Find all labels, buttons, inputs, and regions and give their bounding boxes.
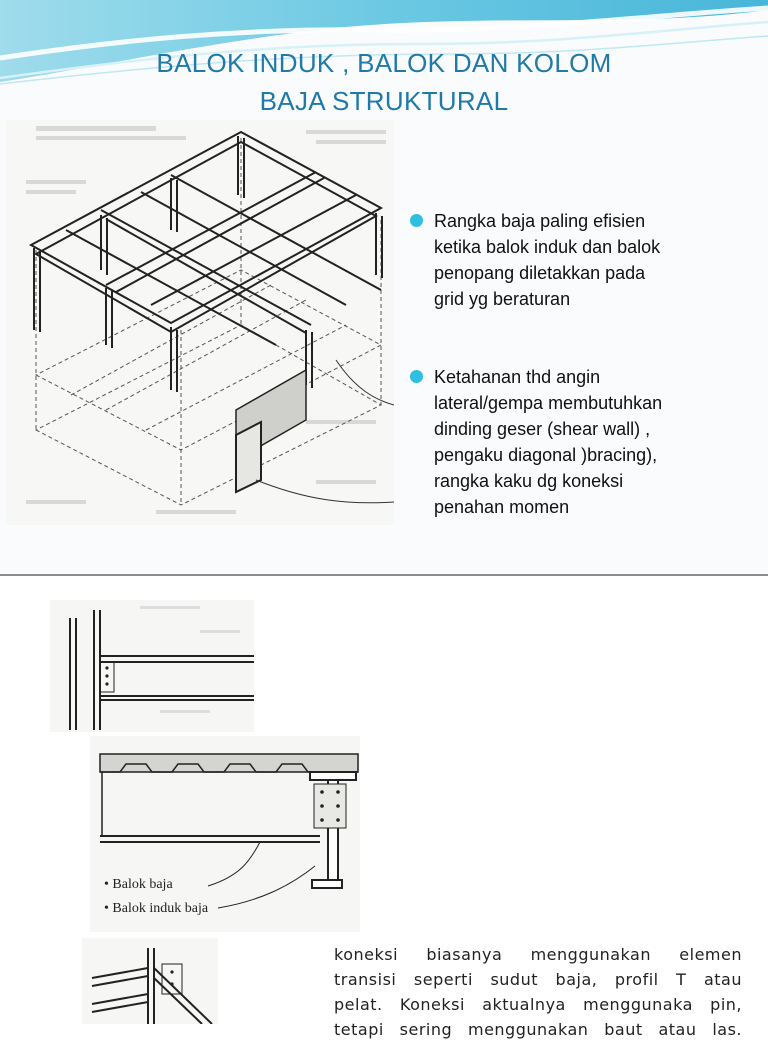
bullet-icon [410,214,423,227]
bullet-icon [410,370,423,383]
column-beam-connection-figure [50,600,254,732]
steel-frame-illustration [6,120,394,525]
bullet-line: ketika balok induk dan balok [434,237,661,257]
bullet-list [408,208,758,520]
label-steel-girder: • Balok induk baja [104,901,209,916]
slide-title [0,44,768,120]
connection-paragraph [334,942,742,1042]
bullet-line: dinding geser (shear wall) , [434,419,651,439]
paragraph-line: koneksi biasanya menggunakan elemen [334,945,742,964]
steel-beam-girder-section-figure [90,736,360,932]
slide-divider [0,574,768,576]
bullet-line: rangka kaku dg koneksi [434,471,624,491]
paragraph-line: transisi seperti sudut baja, profil T atau [334,970,742,989]
bullet-item-lateral-resistance [408,364,758,520]
paragraph-line: tetapi sering menggunakan baut atau las. [334,1020,742,1039]
bullet-line: lateral/gempa membutuhkan [434,393,663,413]
label-steel-beam: • Balok baja [104,877,173,892]
bullet-line: pengaku diagonal )bracing), [434,445,658,465]
bullet-line: Rangka baja paling efisien [434,211,646,231]
bullet-line: grid yg beraturan [434,289,571,309]
paragraph-line: pelat. Koneksi aktualnya menggunaka pin, [334,995,742,1014]
bullet-line: Ketahanan thd angin [434,367,601,387]
bullet-line: penopang diletakkan pada [434,263,646,283]
title-line-2: BAJA STRUKTURAL [259,86,509,116]
angle-connection-figure [82,938,218,1024]
title-line-1: BALOK INDUK , BALOK DAN KOLOM [156,48,612,78]
bullet-line: penahan momen [434,497,570,517]
bullet-item-efficiency [408,208,758,312]
